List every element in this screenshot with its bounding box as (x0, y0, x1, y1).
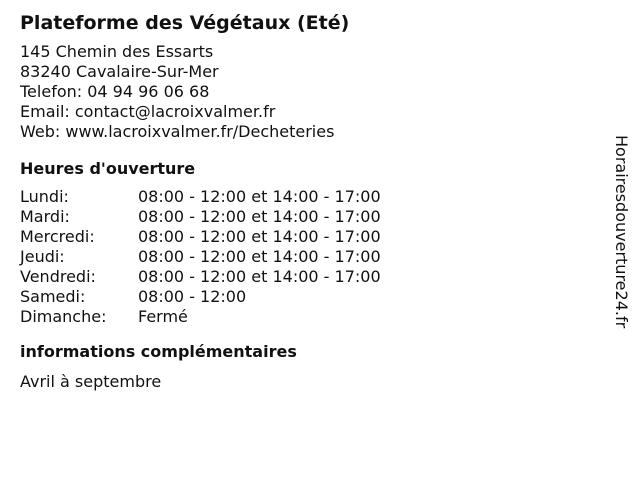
email-line: Email: contact@lacroixvalmer.fr (20, 102, 276, 121)
street-address: 145 Chemin des Essarts (20, 42, 214, 61)
site-watermark-label: Horairesdouverture24.fr (612, 135, 631, 329)
day-label: Samedi: (20, 287, 86, 306)
hours-row-monday (20, 187, 600, 207)
day-label: Vendredi: (20, 267, 96, 286)
time-range: 08:00 - 12:00 et 14:00 - 17:00 (138, 187, 381, 206)
time-range: Fermé (138, 307, 188, 326)
hours-row-wednesday (20, 227, 600, 247)
day-label: Lundi: (20, 187, 69, 206)
address-block (20, 42, 600, 142)
hours-row-sunday (20, 307, 600, 327)
city-address: 83240 Cavalaire-Sur-Mer (20, 62, 219, 81)
hours-row-saturday (20, 287, 600, 307)
web-line: Web: www.lacroixvalmer.fr/Decheteries (20, 122, 335, 141)
listing-content (20, 9, 600, 393)
additional-info-heading: informations complémentaires (20, 342, 297, 361)
opening-hours-heading: Heures d'ouverture (20, 159, 196, 178)
day-label: Jeudi: (20, 247, 65, 266)
hours-row-tuesday (20, 207, 600, 227)
hours-row-friday (20, 267, 600, 287)
day-label: Dimanche: (20, 307, 107, 326)
opening-hours-list (20, 187, 600, 327)
site-watermark (608, 135, 634, 345)
time-range: 08:00 - 12:00 et 14:00 - 17:00 (138, 227, 381, 246)
phone-line: Telefon: 04 94 96 06 68 (20, 82, 210, 101)
time-range: 08:00 - 12:00 et 14:00 - 17:00 (138, 207, 381, 226)
time-range: 08:00 - 12:00 et 14:00 - 17:00 (138, 267, 381, 286)
page-title: Plateforme des Végétaux (Eté) (20, 12, 350, 34)
hours-row-thursday (20, 247, 600, 267)
day-label: Mercredi: (20, 227, 95, 246)
additional-info-text: Avril à septembre (20, 372, 162, 391)
time-range: 08:00 - 12:00 (138, 287, 247, 306)
day-label: Mardi: (20, 207, 70, 226)
time-range: 08:00 - 12:00 et 14:00 - 17:00 (138, 247, 381, 266)
